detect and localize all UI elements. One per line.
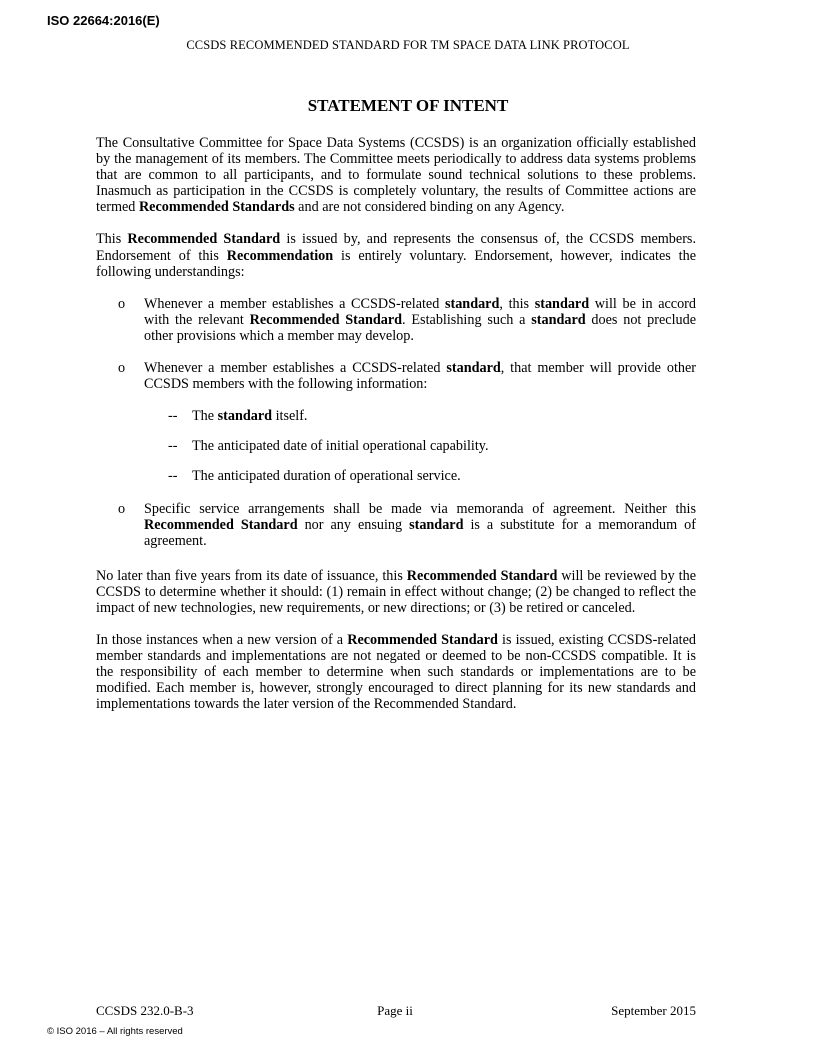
text-run: Whenever a member establishes a CCSDS-related [144,295,445,312]
bold-term: standard [444,295,500,312]
text-run: nor any ensuing [297,516,410,533]
text-run: will be in accord with the relevant [144,295,696,328]
dash-item-3 [96,468,696,484]
bullet-item-1 [96,296,696,344]
text-run: , that member will provide other CCSDS members with the following information: [144,360,696,393]
bullet-marker: o [118,295,126,312]
bold-term: Recommended Standard [347,632,498,649]
text-run: , this [499,295,535,312]
paragraph-review [96,568,696,616]
iso-document-id: ISO 22664:2016(E) [47,13,160,28]
text-run: No later than five years from its date of issuance, this [96,567,407,584]
text-run: Specific service arrangements shall be made via memoranda of agreement. Neither this [144,500,696,517]
dash-item-2 [96,438,696,454]
text-run: . Establishing such a [402,311,532,328]
dash-marker: -- [168,408,178,425]
bold-term: Recommended Standard [144,516,298,533]
text-run: does not preclude other provisions which a member may develop. [144,311,697,344]
text-run: The anticipated duration of operational service. [192,468,461,485]
bullet-item-3 [96,501,696,549]
footer-doc-id: CCSDS 232.0-B-3 [96,1003,194,1018]
footer-page-number: Page ii [377,1003,413,1018]
bold-term: standard [446,360,501,377]
bullet-item-2 [96,360,696,392]
bold-term: Recommended Standard [406,567,558,584]
bold-term: Recommended Standard [249,311,403,328]
section-title: STATEMENT OF INTENT [307,96,509,115]
bullet-marker: o [118,360,126,377]
text-run: is issued, existing CCSDS-related member standards and implementations are not negated or deemed to be non-CCSDS compatible. It is the responsibility of each member to determine when such standards or implementations are to be modified. Each member is, however, strongly encouraged to direct planning for its new standards and implementations towards the later version of the Recommended Standard. [96,632,696,713]
text-run: is entirely voluntary. Endorsement, however, indicates the following understandings: [96,247,696,280]
running-header: CCSDS RECOMMENDED STANDARD FOR TM SPACE DATA LINK PROTOCOL [186,38,630,52]
text-run: This [96,231,128,248]
bold-term: Recommended Standards [138,199,295,216]
text-run: will be reviewed by the CCSDS to determine whether it should: (1) remain in effect without change; (2) be changed to reflect the impact of new technologies, new requirements, or new directions; or (3) be retired or canceled. [96,567,696,616]
bullet-marker: o [118,500,126,517]
text-run: is issued by, and represents the consensus of, the CCSDS members. Endorsement of this [96,231,696,264]
text-run: and are not considered binding on any Agency. [294,199,565,216]
text-run: is a substitute for a memorandum of agreement. [144,516,696,549]
bold-term: Recommendation [226,247,334,264]
bold-term: standard [409,516,464,533]
dash-item-1 [96,408,696,424]
text-run: In those instances when a new version of a [96,632,348,649]
footer-date: September 2015 [611,1003,696,1018]
bold-term: standard [217,408,273,425]
copyright-notice: © ISO 2016 – All rights reserved [47,1026,183,1037]
document-body [96,135,696,729]
paragraph-new-version [96,632,696,712]
bold-term: standard [534,295,590,312]
text-run: The anticipated date of initial operational capability. [192,438,489,455]
dash-marker: -- [168,468,178,485]
text-run: The Consultative Committee for Space Data Systems (CCSDS) is an organization officially established by the management of its members. The Committee meets periodically to address data systems problems that are common to all participants, and to formulate sound technical solutions to these problems. Inasmuch as participation in the CCSDS is completely voluntary, the results of Committee actions are termed [96,135,696,216]
paragraph-intro [96,135,696,215]
text-run: Whenever a member establishes a CCSDS-related [144,360,447,377]
dash-marker: -- [168,438,178,455]
bold-term: Recommended Standard [127,231,281,248]
text-run: itself. [272,408,308,425]
text-run: The [192,408,218,425]
bold-term: standard [531,311,586,328]
paragraph-endorsement [96,231,696,279]
